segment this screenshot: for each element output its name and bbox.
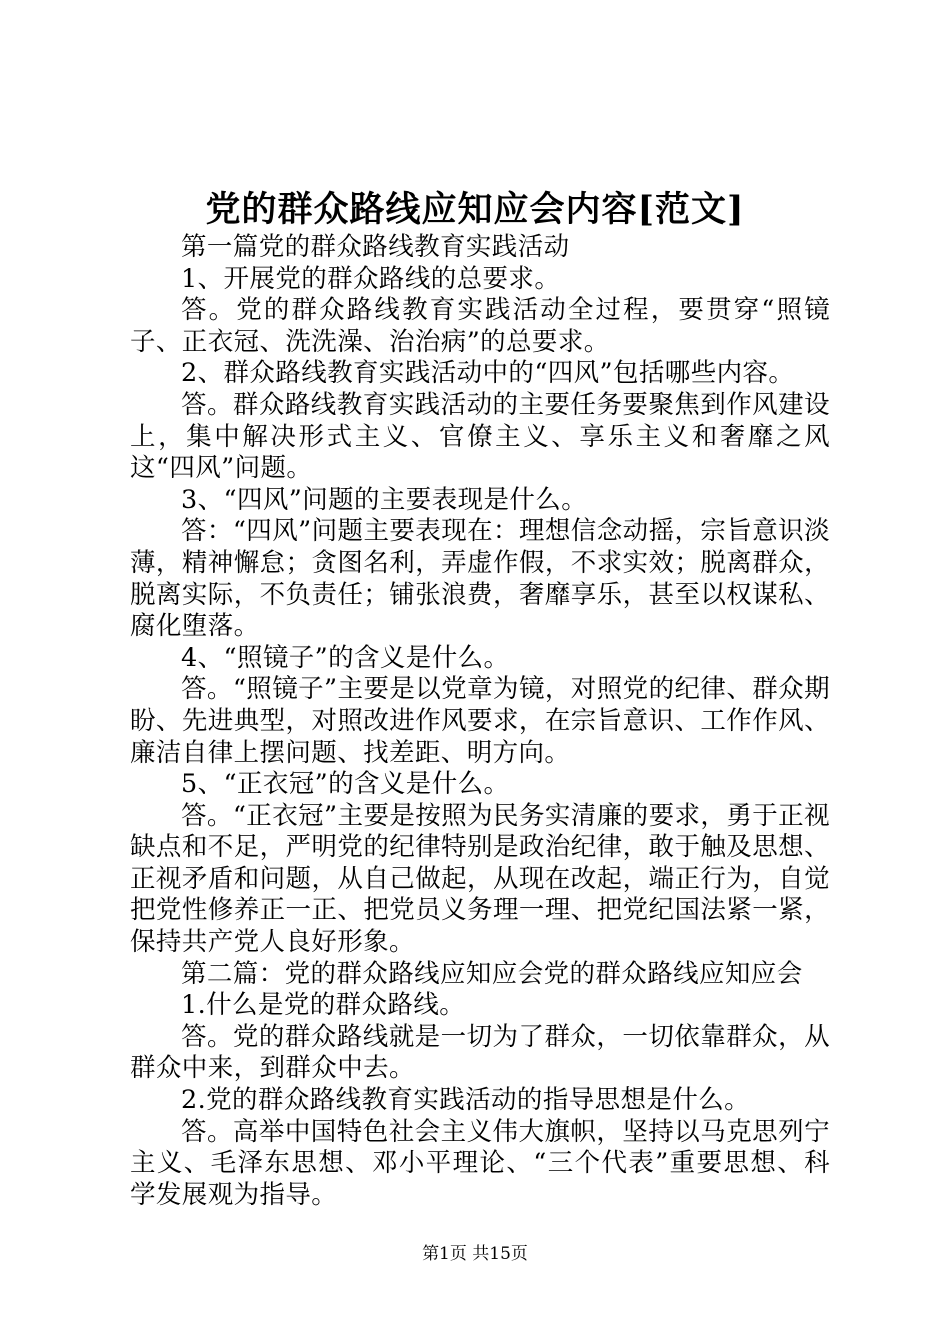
paragraph: 答。党的群众路线就是一切为了群众，一切依靠群众，从群众中来，到群众中去。 xyxy=(130,1021,830,1084)
paragraph: 答。党的群众路线教育实践活动全过程，要贯穿“照镜子、正衣冠、洗洗澡、治治病”的总要求。 xyxy=(130,295,830,357)
paragraph: 答。“正衣冠”主要是按照为民务实清廉的要求，勇于正视缺点和不足，严明党的纪律特别是政治纪律，敢于触及思想、正视矛盾和问题，从自己做起，从现在改起，端正行为，自觉把党性修养正一正、把党员义务理一理、把党纪国法紧一紧，保持共产党人良好形象。 xyxy=(130,800,830,958)
paragraph: 2.党的群众路线教育实践活动的指导思想是什么。 xyxy=(181,1085,751,1116)
paragraph: 1、开展党的群众路线的总要求。 xyxy=(181,263,561,294)
paragraph: 5、“正衣冠”的含义是什么。 xyxy=(181,769,510,800)
paragraph: 答。群众路线教育实践活动的主要任务要聚焦到作风建设上，集中解决形式主义、官僚主义、享乐主义和奢靡之风这“四风”问题。 xyxy=(130,389,830,484)
paragraph: 答：“四风”问题主要表现在：理想信念动摇，宗旨意识淡薄，精神懈怠；贪图名利，弄虚作假，不求实效；脱离群众，脱离实际，不负责任；铺张浪费，奢靡享乐，甚至以权谋私、腐化堕落。 xyxy=(130,516,830,642)
document-body xyxy=(130,232,830,1211)
paragraph: 1.什么是党的群众路线。 xyxy=(181,990,466,1021)
paragraph: 3、“四风”问题的主要表现是什么。 xyxy=(181,484,588,515)
paragraph: 4、“照镜子”的含义是什么。 xyxy=(181,642,510,673)
page-number-footer: 第1页 共15页 xyxy=(422,1244,528,1264)
paragraph: 第二篇：党的群众路线应知应会党的群众路线应知应会 xyxy=(181,958,803,989)
document-title: 党的群众路线应知应会内容[范文] xyxy=(205,189,745,230)
paragraph: 答。高举中国特色社会主义伟大旗帜，坚持以马克思列宁主义、毛泽东思想、邓小平理论、“三个代表”重要思想、科学发展观为指导。 xyxy=(130,1116,830,1210)
paragraph: 答。“照镜子”主要是以党章为镜，对照党的纪律、群众期盼、先进典型，对照改进作风要求，在宗旨意识、工作作风、廉洁自律上摆问题、找差距、明方向。 xyxy=(130,674,830,768)
paragraph: 第一篇党的群众路线教育实践活动 xyxy=(181,232,570,262)
paragraph: 2、群众路线教育实践活动中的“四风”包括哪些内容。 xyxy=(181,358,795,389)
